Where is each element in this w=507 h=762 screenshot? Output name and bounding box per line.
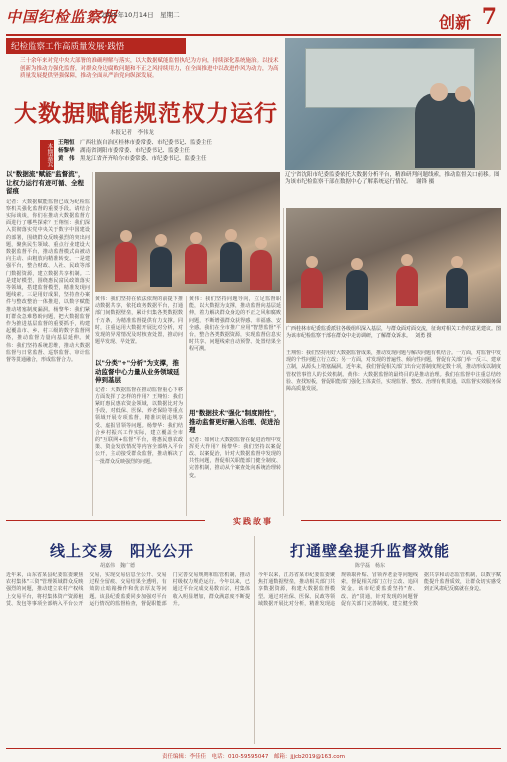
- column-4-body: 王翔恒：我们坚持用好大数据监督成果，推动发现问题与解决问题有机结合。一方面，对监督中发现的个性问题立行立改；另一方面，对发现的普遍性、倾向性问题，督促有关部门举一反三、建章立制，从源头上堵塞漏洞。近年来，我们督促相关部门出台完善制度规定数十项，推动形成以制度管权管事管人的长效机制。黄伟：大数据监督的最终目的是推动治理。我们在监督中注重总结经验、查找短板，督促职能部门强化主体责任，实现监督、整改、治理有机贯通，以监督实效服务保障高质量发展。: [286, 350, 501, 393]
- village-photo-caption: 广西桂林市纪委监委派驻各级组织深入基层，与群众面对面交流，征询对相关工作的意见建议。图为该市纪检监察干部在群众中走访调研，了解群众诉求。 刘勇 摄: [286, 326, 502, 339]
- guest-item: 王翔恒 广西壮族自治区桂林市委常委、市纪委书记、监委主任: [58, 140, 213, 146]
- guests-tag: 本期嘉宾: [40, 140, 54, 170]
- page-number: 7: [481, 4, 497, 30]
- newspaper-title: 中国纪检监察报: [6, 8, 119, 26]
- section-name: 创新: [438, 13, 471, 32]
- hero-photo: [285, 38, 501, 170]
- right-story-body: 今年以来，江苏省某市纪委监委聚焦打通数据壁垒，推动相关部门共享数据资源，构建大数据监督模型。通过对社保、医保、民政等领域数据开展比对分析，精准发现违规领取补贴、冒领养老金等问题线索，督促相关部门立行立改、追回资金。该市纪委监委坚持"查、改、治"贯通，针对发现的问题督促有关部门完善制度，建立健全数据共享和动态监管机制，以数字赋能提升监督质效，让群众切实感受到正风肃纪反腐就在身边。: [258, 572, 501, 607]
- column-1-body: 记者：大数据赋能监督已成为纪检监察机关强化监督的重要手段。请结合实际谈谈，你们在推动大数据监督方面进行了哪些探索？王翔恒：我们深入贯彻落实党中央关于数字中国建设的部署，围绕群众反映强烈的突出问题，聚焦民生领域、重点行业建设大数据监督平台，推动监督模式由被动向主动、由粗放向精准转变。一是建强平台，整合财政、人社、民政等部门数据资源，建立数据共享机制。二是建好模型，围绕惠民富民政策落实等领域，搭建监督模型，精准发现问题线索。三是用好成果，坚持查办案件与整改整治一体推进，以数字赋能推动堵塞制度漏洞。杨黎华：我们紧盯群众急难愁盼问题，把大数据监督作为推进基层监督的重要抓手，构建起覆盖市、乡、村三级的数字监督网络，推动监督力量向基层延伸。黄伟：我们坚持系统思维，推动大数据监督与日常监督、巡察监督、审计监督等贯通融合，形成监督合力。: [6, 198, 90, 363]
- feature-photo: [95, 172, 280, 292]
- column-3-subhead: 用"数据技术"强化"制度刚性"，推动监督更好融入治理、促进治理: [189, 409, 281, 434]
- column-2: [95, 296, 183, 516]
- column-1: [6, 170, 90, 515]
- column-banner: 纪检监察工作高质量发展·践悟: [6, 38, 186, 54]
- left-story-body: 近年来，山东省某县纪委监委聚焦农村集体"三资"管理领域群众反映强烈的问题，推动建立农村产权线上交易平台，将村集体资产资源租赁、发包等事项全部纳入平台公开交易，实现交易信息全公开、交易过程全留痕、交易结果全透明，有效防止暗箱操作和优亲厚友等问题。该县纪委监委同步加强对平台运行情况的监督检查，督促职能部门完善交易规则和监管机制，推动村级权力规范运行。今年以来，已通过平台完成交易数百宗，村集体收入明显增加，群众满意度不断提升。: [6, 572, 250, 607]
- column-2-body-2: 记者：大数据监督在推动监督重心下移方面发挥了怎样的作用？王翔恒：我们紧盯惠民惠农资金领域，以数据比对为手段，对低保、医保、养老保险等重点领域开展专项监督，精准识别违规享受、虚报冒领等问题。杨黎华：我们结合乡村振兴工作实际，建立覆盖全市的"互联网+监督"平台，将惠民惠农政策、资金发放情况等内容全部纳入平台公开，主动接受群众监督，推动解决了一批群众反映强烈的问题。: [95, 386, 183, 465]
- column-2-subhead: 以"分类"+"分析"为支撑，推动监督中心力量从业务领域延伸到基层: [95, 359, 180, 384]
- main-headline: 大数据赋能规范权力运行: [14, 100, 278, 127]
- article-byline: 本报记者 李伟龙: [110, 130, 155, 136]
- right-story-title: 打通壁垒提升监督效能: [290, 542, 451, 560]
- left-story-title: 线上交易 阳光公开: [50, 542, 195, 560]
- left-story-byline: 胡嘉伟 魏广德: [100, 563, 136, 569]
- right-story-byline: 陈学磊 杨东: [355, 563, 386, 569]
- issue-date: 2025年10月14日 星期二: [101, 11, 180, 19]
- column-1-subhead: 以"数据流"赋能"监督流"，让权力运行有迹可循、全程留痕: [6, 170, 85, 195]
- intro-paragraph: 三十余年来对党中央大部署的准确理解与落实，以大数据赋能监督执纪为方向，持续深化系统施治。以技术创新为推动力强化监督，对群众身边腐败问题和不正之风持续用力，在全面推进中以改进作风为动力，为高质量发展提供坚强保障，推动全面从严治党向纵深发展。: [20, 58, 279, 79]
- column-2-body: 黄伟：我们坚持在依法依规的前提下推动数据共享，依托政务数据平台，打通部门间数据壁垒，累计归集各类数据数千万条，为精准监督提供有力支撑。同时，注重运用大数据开展比对分析，对发现的异常情况及时核查处置，推动问题早发现、早处置。: [95, 296, 183, 346]
- guest-item: 黄 伟 黑龙江省齐齐哈尔市委常委、市纪委书记、监委主任: [58, 156, 207, 162]
- practice-label: 实践故事: [205, 516, 301, 530]
- village-photo: [286, 208, 501, 323]
- hero-caption: 辽宁省沈阳市纪委监委依托大数据分析平台，精准研判问题线索，推动监督关口前移。图为该市纪检监察干部在数据中心了解系统运行情况。 谢锋 摄: [285, 172, 500, 185]
- guests-list: [58, 139, 283, 163]
- column-3-body: 黄伟：我们坚持问题导向，立足监督职能，以大数据为支撑，推动监督向基层延伸，着力解决群众身边的不正之风和腐败问题，不断增强群众获得感、幸福感、安全感。我们在全市推广应用"智慧监督"平台，整合各类数据资源，实现监督信息实时共享、问题线索自动预警、处置结果全程可溯。: [189, 296, 281, 353]
- guest-item: 杨黎华 湖南省浏阳市委常委、市纪委书记、监委主任: [58, 148, 191, 154]
- column-3-body-2: 记者：如何让大数据监督在促进治理中发挥更大作用？杨黎华：我们坚持以案促改、以案促治，针对大数据监督中发现的共性问题，督促相关职能部门健全制度、完善机制，推动从个案查处向系统治理转变。: [189, 436, 281, 479]
- masthead: [6, 4, 501, 36]
- column-3: [189, 296, 281, 516]
- page-footer: 责任编辑：李佳佳 电话：010-59595047 邮箱：jjjcb2019@163.com: [6, 748, 501, 760]
